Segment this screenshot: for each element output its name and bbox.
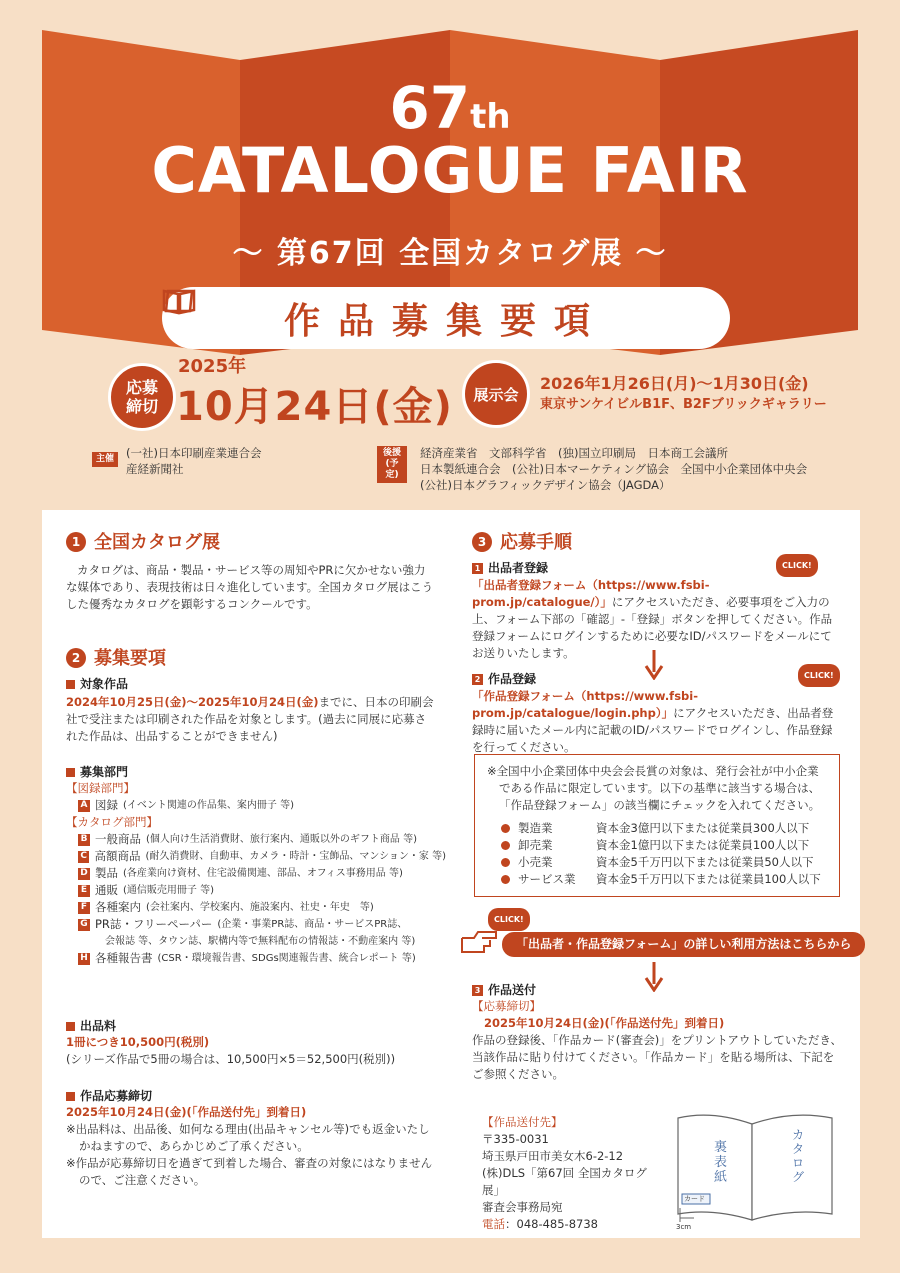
section-1-title <box>66 532 220 552</box>
measure-label: 3cm <box>676 1223 692 1231</box>
address-line: (株)DLS「第67回 全国カタログ展」 <box>482 1166 647 1197</box>
criteria-item: サービス業 資本金5千万円以下または従業員100人以下 <box>501 871 827 888</box>
category-head: 募集部門 <box>66 764 128 781</box>
section-title-text: 全国カタログ展 <box>94 531 220 553</box>
target-works-body <box>66 694 436 745</box>
exhibition-venue: 東京サンケイビルB1F、B2Fブリックギャラリー <box>540 397 827 412</box>
address-label: 【作品送付先】 <box>482 1115 563 1129</box>
step-3-text: 作品の登録後、「作品カード(審査会)」をプリントアウトしていただき、当該作品に貼り付けてください。「作品カード」を貼る場所は、下記をご参照ください。 <box>472 1033 842 1081</box>
criteria-item: 製造業 資本金3億円以下または従業員300人以下 <box>501 820 827 837</box>
section-number-badge: 1 <box>66 532 86 552</box>
content-panel <box>42 510 860 1238</box>
supporter-item: (公社)日本グラフィックデザイン協会（JAGDA） <box>420 478 671 492</box>
square-bullet-icon <box>66 1022 75 1031</box>
zuroku-label: 【図録部門】 <box>66 781 135 795</box>
down-arrow-icon <box>644 962 664 992</box>
category-list <box>66 780 446 967</box>
criteria-item: 小売業 資本金5千万円以下または従業員50人以下 <box>501 854 827 871</box>
edition-title: 67th <box>389 74 511 142</box>
step-3-deadline: 2025年10月24日(金)(「作品送付先」到着日) <box>484 1016 725 1030</box>
shipping-address <box>482 1114 662 1233</box>
card-label: カード <box>684 1195 705 1203</box>
fee-body <box>66 1034 446 1068</box>
click-badge[interactable]: CLICK! <box>488 908 530 931</box>
fee-head: 出品料 <box>66 1018 116 1035</box>
down-arrow-icon <box>644 650 664 680</box>
category-item: H 各種報告書 (CSR・環境報告書、SDGs関連報告書、統合レポート 等) <box>66 950 446 967</box>
note-item: ※出品料は、出品後、如何なる理由(出品キャンセル等)でも返金いたしかねますので、あらかじめご了承ください。 <box>66 1122 430 1153</box>
address-line: 審査会事務局宛 <box>482 1200 563 1214</box>
step-1-body: 「出品者登録フォーム（https://www.fsbi-prom.jp/catalogue/）」にアクセスいただき、必要事項をご入力の上、フォーム下部の「確認」-「登録」ボタンを押してください。作品登録フォームにログインするために必要なID/パスワードをメールにてお送りいたします。 <box>472 578 833 660</box>
section-title-text: 募集要項 <box>94 647 166 669</box>
category-item: D 製品 (各産業向け資材、住宅設備関連、部品、オフィス事務用品 等) <box>66 865 446 882</box>
step-2-body: 「作品登録フォーム（https://www.fsbi-prom.jp/catalogue/login.php）」にアクセスいただき、出品者登録時に届いたメール内に記載のID/パスワードでログインし、作品登録を行ってください。 <box>472 689 834 754</box>
fee-amount: 1冊につき10,500円(税別) <box>66 1035 210 1049</box>
guidelines-title: 作品募集要項 <box>283 300 608 342</box>
exhibition-dates: 2026年1月26日(月)〜1月30日(金) <box>540 374 809 393</box>
submission-deadline-head: 作品応募締切 <box>66 1088 152 1105</box>
click-badge[interactable]: CLICK! <box>776 554 818 577</box>
host-list <box>126 445 261 477</box>
bullet-dot-icon <box>501 824 510 833</box>
fair-title-jp: 〜 第67回 全国カタログ展 〜 <box>232 236 668 271</box>
deadline-date: 10月24日(金) <box>176 384 453 430</box>
host-item: (一社)日本印刷産業連合会 <box>126 446 262 460</box>
note-item: ※作品が応募締切日を過ぎて到着した場合、審査の対象にはなりませんので、ご注意ください。 <box>66 1156 433 1187</box>
square-bullet-icon <box>66 1092 75 1101</box>
section-title-text: 応募手順 <box>500 531 572 553</box>
supporter-item: 経済産業省 文部科学省 (独)国立印刷局 日本商工会議所 <box>420 446 728 460</box>
exhibition-badge: 展示会 <box>462 360 530 428</box>
closed-book-icon <box>162 287 196 315</box>
submission-deadline-date: 2025年10月24日(金)(「作品送付先」到着日) <box>66 1105 307 1119</box>
category-item: B 一般商品 (個人向け生活消費財、旅行案内、通販以外のギフト商品 等) <box>66 831 446 848</box>
square-bullet-icon <box>66 680 75 689</box>
back-cover-label: 裏表紙 <box>714 1140 728 1185</box>
target-body-text: までに、日本の印刷会社で受注または印刷された作品を対象とします。(過去に同展に応募された作品は、出品することができません) <box>66 695 434 743</box>
category-item: C 高額商品 (耐久消費財、自動車、カメラ・時計・宝飾品、マンション・家 等) <box>66 848 446 865</box>
host-tag: 主催 <box>92 452 118 467</box>
catalog-label: 【カタログ部門】 <box>66 815 158 829</box>
step-3-deadline-label: 【応募締切】 <box>472 999 541 1013</box>
bullet-dot-icon <box>501 841 510 850</box>
fee-note: (シリーズ作品で5冊の場合は、10,500円×5＝52,500円(税別)) <box>66 1052 396 1066</box>
section-number-badge: 3 <box>472 532 492 552</box>
category-item: G PR誌・フリーペーパー (企業・事業PR誌、商品・サービスPR誌、 <box>66 916 446 933</box>
category-item: F 各種案内 (会社案内、学校案内、施設案内、社史・年史 等) <box>66 899 446 916</box>
submission-deadline-body <box>66 1104 436 1189</box>
target-dates: 2024年10月25日(金)〜2025年10月24日(金) <box>66 695 319 709</box>
supporter-list <box>420 445 807 493</box>
deadline-badge: 応募 締切 <box>108 363 176 431</box>
fair-title: CATALOGUE FAIR <box>151 134 749 207</box>
bullet-dot-icon <box>501 858 510 867</box>
address-line: 〒335-0031 <box>482 1132 549 1146</box>
step-2-head: 2 作品登録 <box>472 671 536 688</box>
criteria-item: 卸売業 資本金1億円以下または従業員100人以下 <box>501 837 827 854</box>
step-1-head: 1 出品者登録 <box>472 560 548 577</box>
banner <box>0 0 900 380</box>
step-3-body <box>472 998 842 1083</box>
guidelines-pill <box>162 287 730 349</box>
pointing-hand-icon <box>460 930 500 954</box>
click-badge[interactable]: CLICK! <box>798 664 840 687</box>
detailed-usage-button[interactable]: 「出品者・作品登録フォーム」の詳しい利用方法はこちらから <box>502 932 865 957</box>
category-item: E 通販 (通信販売用冊子 等) <box>66 882 446 899</box>
catalog-label: カタログ <box>792 1128 805 1184</box>
section-3-title <box>472 532 572 552</box>
section-1-body: カタログは、商品・製品・サービス等の周知やPRに欠かせない強力な媒体であり、表現技術は日々進化しています。全国カタログ展はこうした優秀なカタログを顕彰するコンクールです。 <box>66 563 434 611</box>
category-item-cont: 会報誌 等、タウン誌、駅構内等で無料配布の情報誌・不動産案内 等) <box>105 936 416 947</box>
address-line: 埼玉県戸田市美女木6-2-12 <box>482 1149 624 1163</box>
target-works-head: 対象作品 <box>66 676 128 693</box>
deadline-year: 2025年 <box>178 356 247 377</box>
card-placement-diagram <box>672 1110 842 1230</box>
section-number-badge: 2 <box>66 648 86 668</box>
category-item: A 図録 (イベント関連の作品集、案内冊子 等) <box>66 797 446 814</box>
phone-number: ：048-485-8738 <box>505 1217 598 1231</box>
work-registration-link[interactable]: 「作品登録フォーム（https://www.fsbi-prom.jp/catalogue/login.php）」 <box>472 689 698 720</box>
support-tag: 後援(予定) <box>377 446 407 483</box>
criteria-list <box>487 820 827 888</box>
square-bullet-icon <box>66 768 75 777</box>
sme-note: ※全国中小企業団体中央会会長賞の対象は、発行会社が中小企業である作品に限定しています。以下の基準に該当する場合は、「作品登録フォーム」の該当欄にチェックを入れてください。 <box>487 764 821 812</box>
supporter-item: 日本製紙連合会 (公社)日本マーケティング協会 全国中小企業団体中央会 <box>420 462 808 476</box>
bullet-dot-icon <box>501 875 510 884</box>
exhibitor-registration-link[interactable]: 「出品者登録フォーム（https://www.fsbi-prom.jp/catalogue/）」 <box>472 578 710 609</box>
phone-label: 電話 <box>482 1217 505 1231</box>
host-item: 産経新聞社 <box>126 462 184 476</box>
step-3-head: 3 作品送付 <box>472 982 536 999</box>
sme-criteria-box <box>474 754 840 897</box>
section-2-title <box>66 648 166 668</box>
